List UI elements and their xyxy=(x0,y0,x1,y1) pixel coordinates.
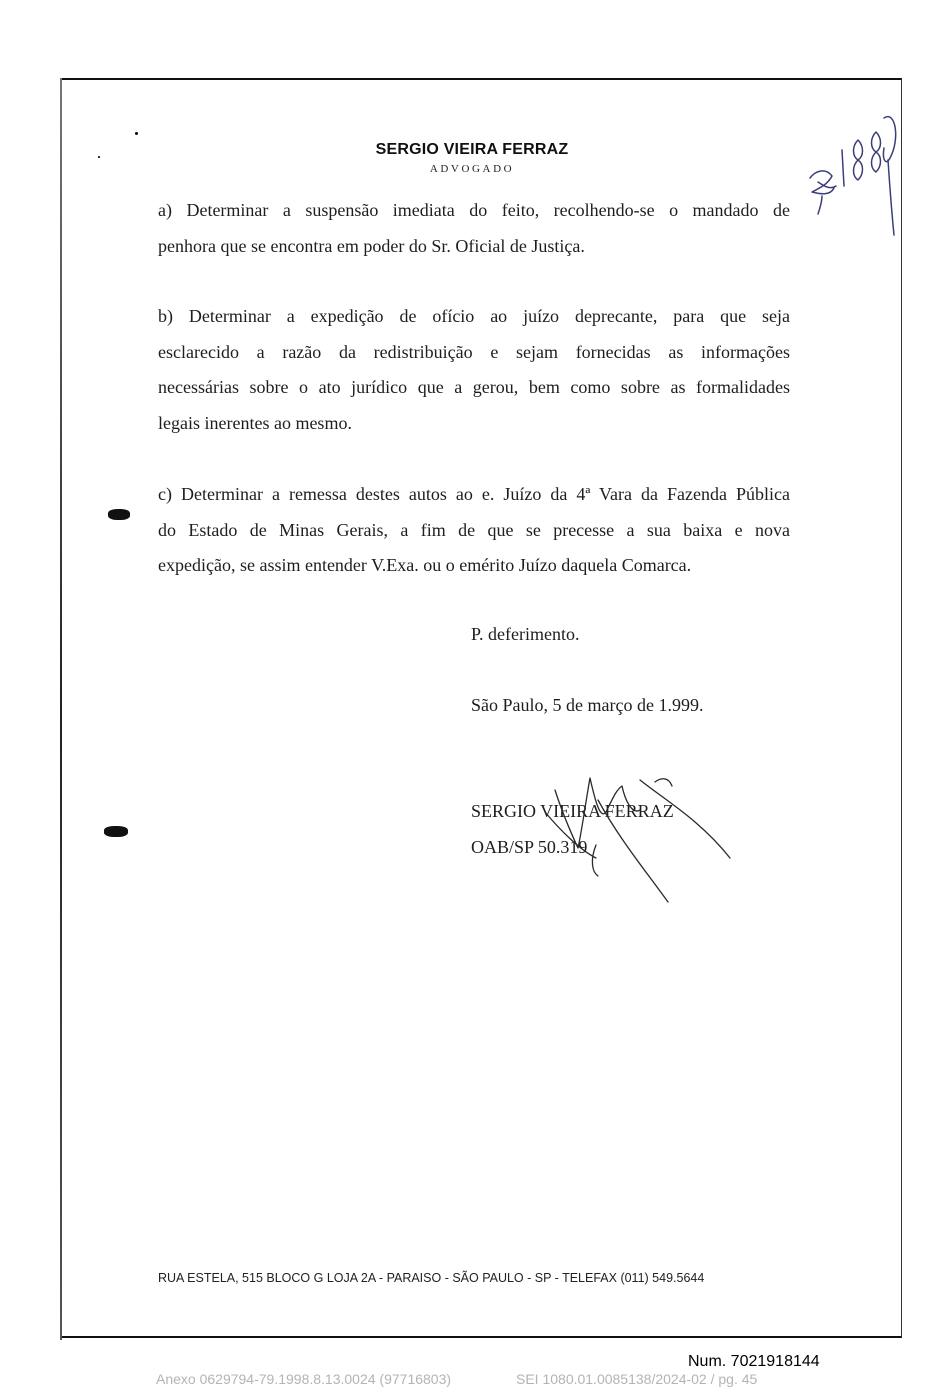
margin-ink-mark xyxy=(104,826,128,837)
margin-ink-dot xyxy=(135,132,138,135)
paragraph-line: do Estado de Minas Gerais, a fim de que se precesse a sua baixa e nova xyxy=(158,519,790,540)
paragraph-line: b) Determinar a expedição de ofício ao juízo deprecante, para que seja xyxy=(158,306,790,326)
paragraph-a xyxy=(158,193,790,264)
signer-name: SERGIO VIEIRA FERRAZ xyxy=(471,801,674,821)
document-number: Num. 7021918144 xyxy=(688,1353,820,1370)
paragraph-line: a) Determinar a suspensão imediata do feito, recolhendo-se o mandado de xyxy=(158,200,790,220)
paragraph-line: c) Determinar a remessa destes autos ao e. Juízo da 4ª Vara da Fazenda Pública xyxy=(158,484,790,504)
paragraph-line: esclarecido a razão da redistribuição e sejam fornecidas as informações xyxy=(158,341,790,362)
paragraph-line: necessárias sobre o ato jurídico que a gerou, bem como sobre as formalidades xyxy=(158,377,790,397)
paragraph-line: expedição, se assim entender V.Exa. ou o emérito Juízo daquela Comarca. xyxy=(158,555,692,575)
letterhead-title: ADVOGADO xyxy=(429,163,515,175)
margin-ink-mark xyxy=(108,509,130,520)
closing-request: P. deferimento. xyxy=(471,624,580,644)
closing-place-date: São Paulo, 5 de março de 1.999. xyxy=(471,695,704,715)
signer-oab: OAB/SP 50.319 xyxy=(471,837,588,857)
scanned-page-left-edge xyxy=(60,78,62,1340)
sei-reference: SEI 1080.01.0085138/2024-02 / pg. 45 xyxy=(516,1371,758,1387)
paragraph-b xyxy=(158,299,790,441)
paragraph-line: penhora que se encontra em poder do Sr. Oficial de Justiça. xyxy=(158,235,585,256)
letterhead-name: SERGIO VIEIRA FERRAZ xyxy=(375,141,569,158)
footer-address: RUA ESTELA, 515 BLOCO G LOJA 2A - PARAISO - SÃO PAULO - SP - TELEFAX (011) 549.5644 xyxy=(158,1271,705,1285)
paragraph-line: legais inerentes ao mesmo. xyxy=(158,412,352,433)
paragraph-c xyxy=(158,477,790,584)
annex-reference: Anexo 0629794-79.1998.8.13.0024 (97716803) xyxy=(156,1371,452,1387)
